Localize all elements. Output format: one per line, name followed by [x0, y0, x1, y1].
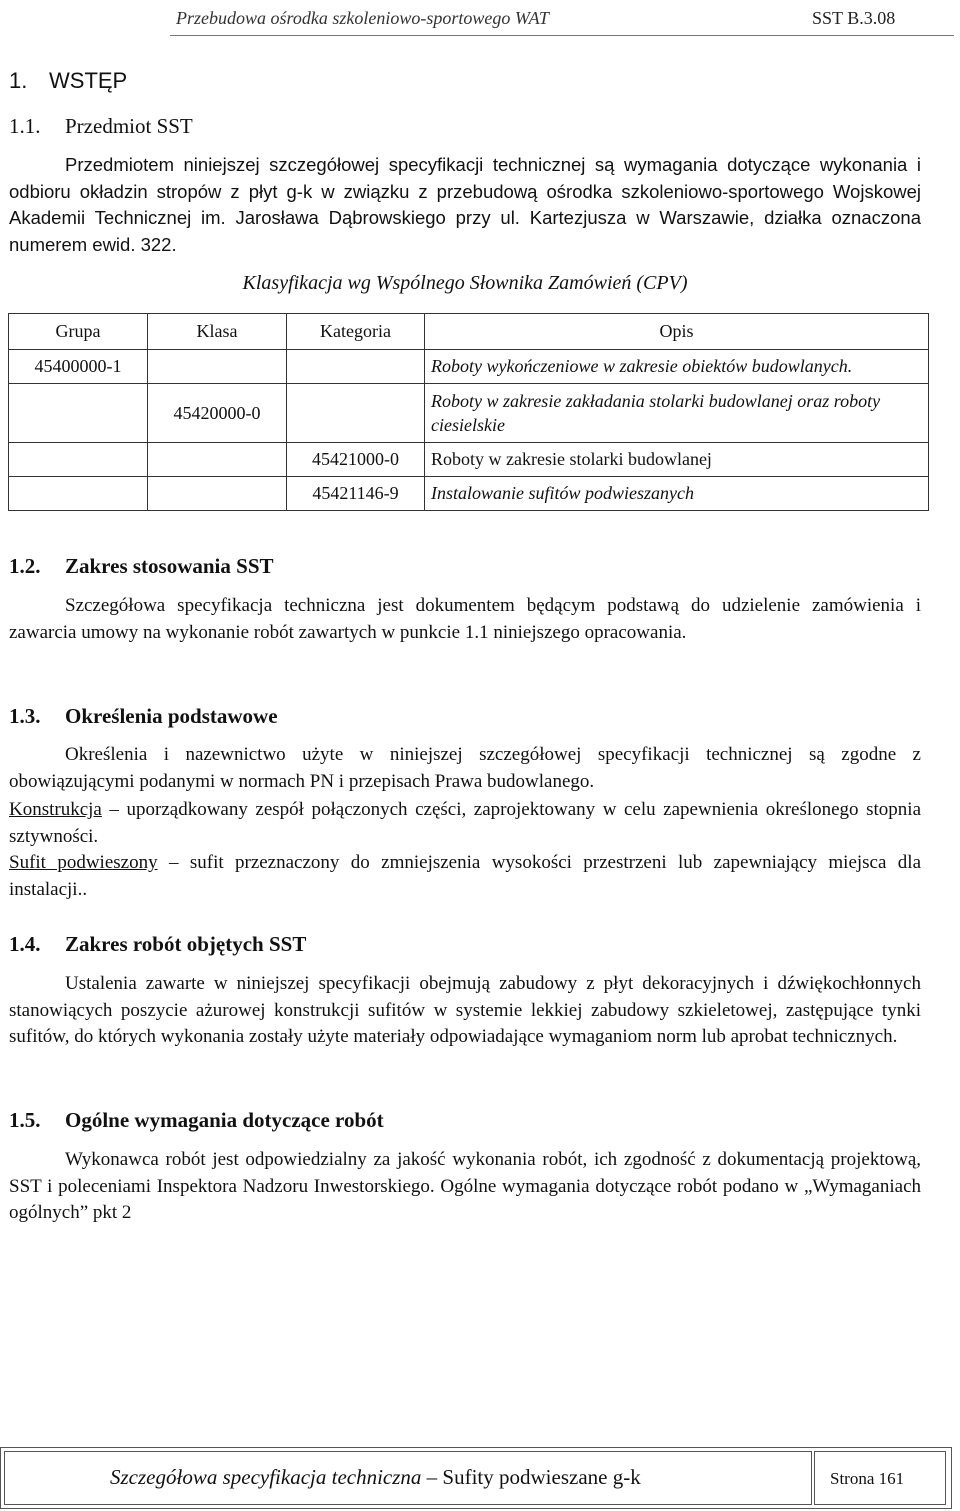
header-code: SST B.3.08	[812, 8, 896, 28]
definition-dash: –	[101, 799, 127, 820]
cpv-table	[8, 313, 929, 511]
header-rule	[170, 35, 954, 36]
footer-doc-title	[110, 1465, 641, 1490]
subsection-heading-1-5	[9, 1108, 384, 1133]
footer-page-number: Strona 161	[830, 1469, 905, 1488]
paragraph-1-5	[9, 1147, 921, 1227]
table-row	[9, 350, 929, 384]
subsection-title: Zakres robót objętych SST	[65, 932, 307, 956]
cell-klasa	[148, 443, 287, 477]
section-heading-1	[9, 68, 127, 94]
paragraph-text: Przedmiotem niniejszej szczegółowej specyfikacji technicznej są wymagania dotyczące wykonania i odbioru okładzin stropów z płyt g-k w związku z przebudową ośrodka szkoleniowo-sportowego Wojskowej Akademii Technicznej im. Jarosława Dąbrowskiego przy ul. Kartezjusza w Warszawie, działka oznaczona numerem ewid. 322.	[9, 154, 921, 255]
table-row	[9, 443, 929, 477]
subsection-title: Ogólne wymagania dotyczące robót	[65, 1108, 384, 1132]
subsection-number: 1.2.	[9, 554, 41, 578]
cell-opis: Roboty w zakresie zakładania stolarki budowlanej oraz roboty ciesielskie	[425, 384, 929, 443]
cell-klasa: 45420000-0	[148, 384, 287, 443]
table-caption: Klasyfikacja wg Wspólnego Słownika Zamówień (CPV)	[242, 272, 688, 294]
cell-opis: Roboty wykończeniowe w zakresie obiektów budowlanych.	[425, 350, 929, 384]
cell-opis: Roboty w zakresie stolarki budowlanej	[425, 443, 929, 477]
section-number: 1.	[9, 68, 28, 93]
paragraph-1-4	[9, 971, 921, 1051]
table-row	[9, 384, 929, 443]
footer-doc-italic: Szczegółowa specyfikacja techniczna	[110, 1465, 422, 1489]
subsection-number: 1.1.	[9, 114, 41, 138]
subsection-heading-1-4	[9, 932, 306, 957]
cell-kategoria: 45421146-9	[287, 477, 425, 511]
cell-kategoria: 45421000-0	[287, 443, 425, 477]
subsection-title: Zakres stosowania SST	[65, 554, 274, 578]
subsection-title: Określenia podstawowe	[65, 704, 278, 728]
table-row	[9, 477, 929, 511]
page-footer	[0, 1447, 960, 1511]
paragraph-1-2	[9, 593, 921, 646]
subsection-number: 1.5.	[9, 1108, 41, 1132]
subsection-number: 1.3.	[9, 704, 41, 728]
definition-sufit	[9, 850, 921, 903]
paragraph-1-3	[9, 742, 921, 795]
footer-doc-rest: – Sufity podwieszane g-k	[421, 1465, 641, 1489]
definition-term: Sufit podwieszony	[9, 852, 158, 873]
cell-grupa: 45400000-1	[9, 350, 148, 384]
table-header-row	[9, 314, 929, 350]
section-title: WSTĘP	[49, 68, 128, 93]
paragraph-1-1	[9, 152, 921, 258]
paragraph-text: Określenia i nazewnictwo użyte w niniejszej szczegółowej specyfikacji technicznej są zgodne z obowiązującymi podanymi w normach PN i przepisach Prawa budowlanego.	[9, 744, 921, 792]
page-header	[0, 2, 960, 36]
subsection-heading-1-3	[9, 704, 278, 729]
cell-grupa	[9, 443, 148, 477]
cell-klasa	[148, 350, 287, 384]
paragraph-text: Wykonawca robót jest odpowiedzialny za jakość wykonania robót, ich zgodność z dokumentacją projektową, SST i poleceniami Inspektora Nadzoru Inwestorskiego. Ogólne wymagania dotyczące robót podano w „Wymaganiach ogólnych” pkt 2	[9, 1149, 921, 1223]
definition-konstrukcja	[9, 797, 921, 850]
cell-grupa	[9, 384, 148, 443]
cell-grupa	[9, 477, 148, 511]
paragraph-text: Szczegółowa specyfikacja techniczna jest dokumentem będącym podstawą do udzielenie zamówienia i zawarcia umowy na wykonanie robót zawartych w punkcie 1.1 niniejszego opracowania.	[9, 595, 921, 643]
subsection-number: 1.4.	[9, 932, 41, 956]
cell-kategoria	[287, 350, 425, 384]
cell-opis: Instalowanie sufitów podwieszanych	[425, 477, 929, 511]
header-title: Przebudowa ośrodka szkoleniowo-sportowego WAT	[176, 8, 549, 28]
paragraph-text: Ustalenia zawarte w niniejszej specyfikacji obejmują zabudowy z płyt dekoracyjnych i dźwiękochłonnych stanowiących poszycie ażurowej konstrukcji sufitów w systemie lekkiej zabudowy szkieletowej, zastępujące tynki sufitów, do których wykonania zostały użyte materiały odpowiadające wymaganiom norm lub aprobat technicznych.	[9, 973, 921, 1047]
subsection-title: Przedmiot SST	[65, 114, 193, 138]
cell-klasa	[148, 477, 287, 511]
definition-text: uporządkowany zespół połączonych części, zaprojektowany w celu zapewnienia określonego stopnia sztywności.	[9, 799, 922, 847]
cell-kategoria	[287, 384, 425, 443]
definition-term: Konstrukcja	[9, 799, 102, 820]
definition-dash: –	[157, 852, 190, 873]
col-header-klasa: Klasa	[148, 314, 287, 350]
definition-text: sufit przeznaczony do zmniejszenia wysokości przestrzeni lub zapewniający miejsca dla instalacji..	[9, 852, 922, 900]
col-header-opis: Opis	[425, 314, 929, 350]
subsection-heading-1-1	[9, 114, 193, 139]
col-header-grupa: Grupa	[9, 314, 148, 350]
col-header-kategoria: Kategoria	[287, 314, 425, 350]
subsection-heading-1-2	[9, 554, 274, 579]
